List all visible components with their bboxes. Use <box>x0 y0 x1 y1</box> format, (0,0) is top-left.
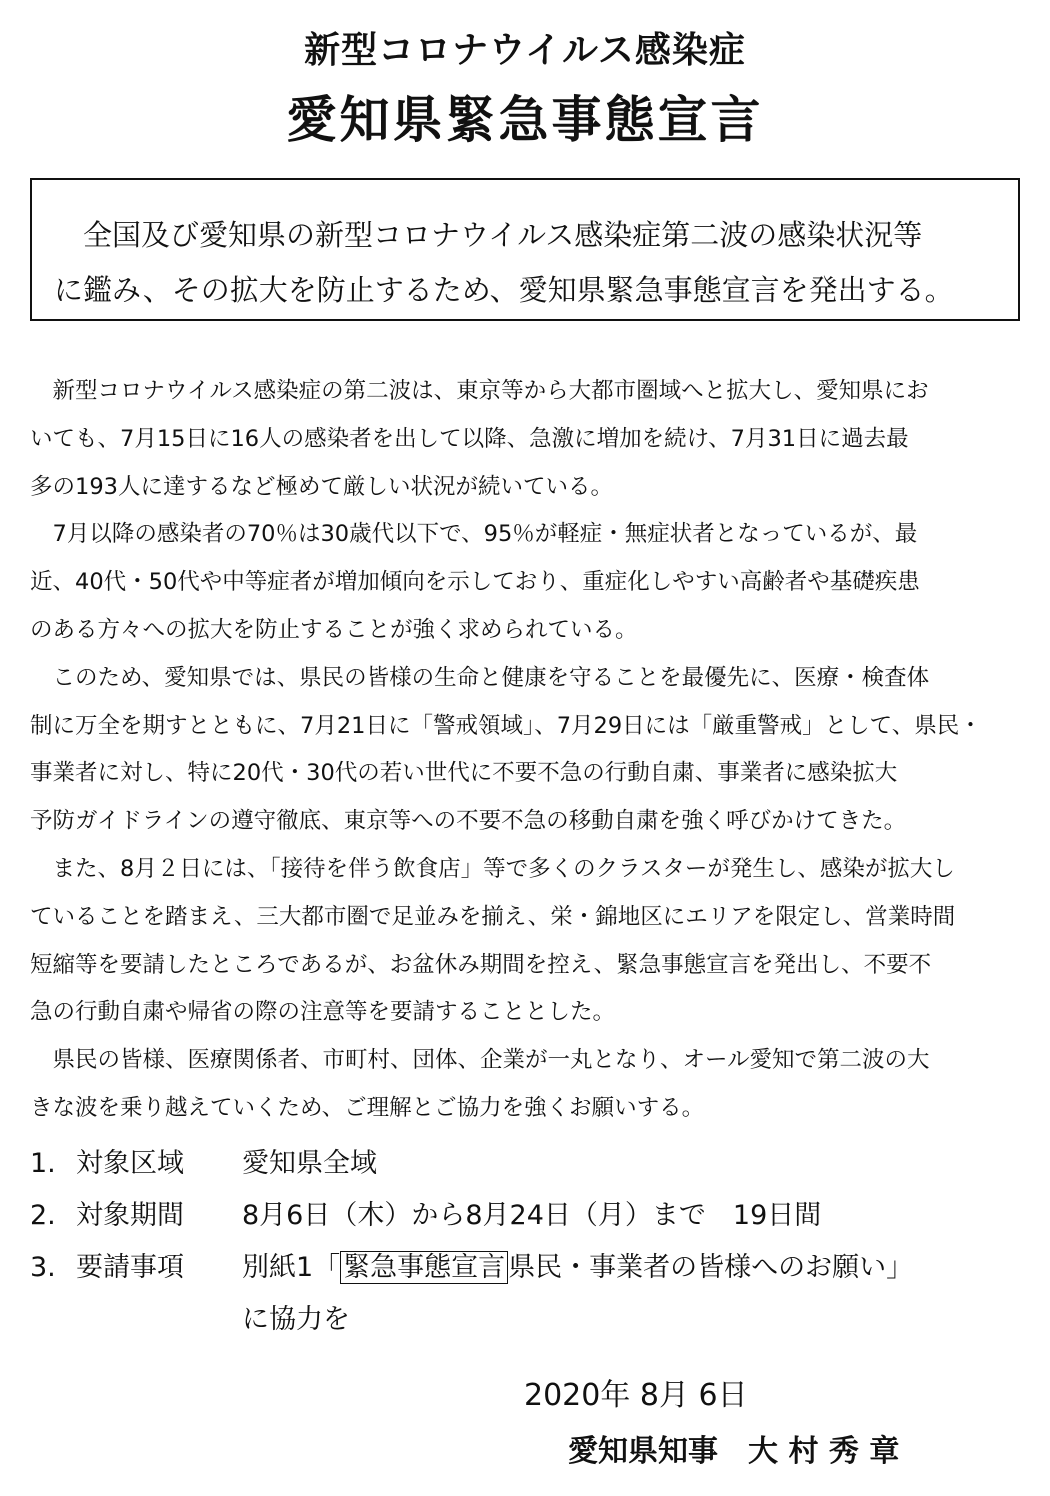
title-line-1: 新型コロナウイルス感染症 <box>304 30 746 71</box>
body-line: いても、7月15日に16人の感染者を出して以降、急激に増加を続け、7月31日に過去最 <box>30 425 909 452</box>
body-line: また、8月２日には、「接待を伴う飲食店」等で多くのクラスターが発生し、感染が拡大し <box>30 855 955 882</box>
body-line: 7月以降の感染者の70％は30歳代以下で、95％が軽症・無症状者となっているが、最 <box>30 521 918 548</box>
item-number: 3. <box>30 1252 56 1283</box>
item-value-line2: に協力を <box>242 1304 350 1335</box>
body-line: 短縮等を要請したところであるが、お盆休み期間を控え、緊急事態宣言を発出し、不要不 <box>30 951 932 978</box>
boxed-text: 緊急事態宣言 <box>340 1251 508 1284</box>
item-request-continued <box>30 1294 1030 1346</box>
body-line: ていることを踏まえ、三大都市圏で足並みを揃え、栄・錦地区にエリアを限定し、営業時間 <box>30 903 956 930</box>
body-text <box>30 368 1030 1133</box>
title-line-2: 愛知県緊急事態宣言 <box>286 91 764 149</box>
item-label: 対象区域 <box>76 1148 184 1179</box>
item-list <box>30 1138 1030 1346</box>
item-number: 1. <box>30 1148 56 1179</box>
item-value <box>242 1242 913 1294</box>
body-line: 予防ガイドラインの遵守徹底、東京等への不要不急の移動自粛を強く呼びかけてきた。 <box>30 808 907 835</box>
summary-line: 全国及び愛知県の新型コロナウイルス感染症第二波の感染状況等 <box>54 218 923 252</box>
item-value-suffix: 県民・事業者の皆様へのお願い」 <box>508 1252 914 1283</box>
item-number: 2. <box>30 1200 56 1231</box>
body-line: 急の行動自粛や帰省の際の注意等を要請することとした。 <box>30 999 616 1026</box>
body-line: のある方々への拡大を防止することが強く求められている。 <box>30 616 638 643</box>
item-label: 対象期間 <box>76 1200 184 1231</box>
summary-line: に鑑み、その拡大を防止するため、愛知県緊急事態宣言を発出する。 <box>54 273 954 307</box>
body-line: 事業者に対し、特に20代・30代の若い世代に不要不急の行動自粛、事業者に感染拡大 <box>30 760 898 787</box>
body-line: 新型コロナウイルス感染症の第二波は、東京等から大都市圏域へと拡大し、愛知県にお <box>30 378 929 404</box>
item-value-prefix: 別紙1「 <box>242 1252 341 1283</box>
item-value: 愛知県全域 <box>242 1148 377 1179</box>
body-line: 多の193人に達するなど極めて厳しい状況が続いている。 <box>30 473 613 500</box>
item-target-area <box>30 1138 1030 1190</box>
item-target-period <box>30 1190 1030 1242</box>
body-line: 県民の皆様、医療関係者、市町村、団体、企業が一丸となり、オール愛知で第二波の大 <box>30 1047 930 1074</box>
item-request <box>30 1242 1030 1294</box>
body-line: きな波を乗り越えていくため、ご理解とご協力を強くお願いする。 <box>30 1094 705 1121</box>
issue-date: 2020年 8月 6日 <box>524 1378 748 1413</box>
governor-signature: 愛知県知事 大 村 秀 章 <box>568 1434 900 1469</box>
body-line: このため、愛知県では、県民の皆様の生命と健康を守ることを最優先に、医療・検査体 <box>30 664 930 691</box>
summary-box <box>30 178 1020 321</box>
body-line: 制に万全を期すとともに、7月21日に「警戒領域」、7月29日には「厳重警戒」として、県民・ <box>30 712 982 739</box>
body-line: 近、40代・50代や中等症者が増加傾向を示しており、重症化しやすい高齢者や基礎疾患 <box>30 569 920 596</box>
item-label: 要請事項 <box>76 1252 184 1283</box>
item-value: 8月6日（木）から8月24日（月）まで 19日間 <box>242 1200 822 1231</box>
